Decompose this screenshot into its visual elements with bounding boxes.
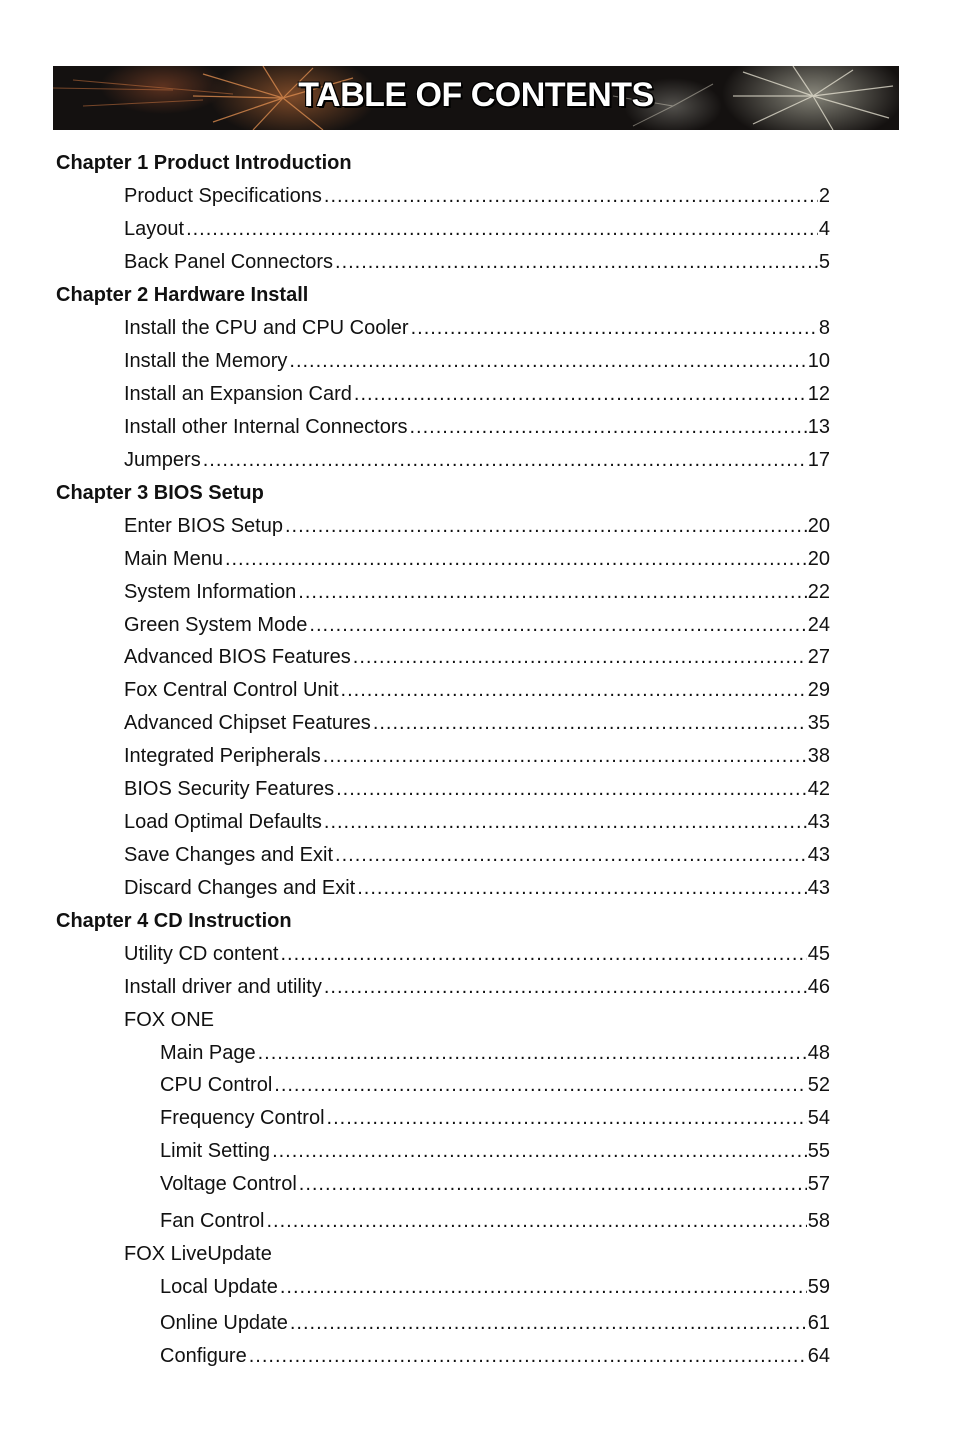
entry-label: BIOS Security Features bbox=[124, 778, 335, 800]
entry-label: Fan Control bbox=[160, 1210, 265, 1232]
entry-page: 2 bbox=[818, 185, 830, 207]
entry-page: 22 bbox=[807, 581, 830, 603]
entry-label: System Information bbox=[124, 581, 297, 603]
entry-label: Install driver and utility bbox=[124, 976, 322, 998]
entry-label: Install other Internal Connectors bbox=[124, 416, 408, 438]
dot-leader bbox=[249, 1344, 807, 1368]
entry-label: Install the CPU and CPU Cooler bbox=[124, 317, 409, 339]
entry-label: Product Specifications bbox=[124, 185, 322, 207]
toc-entry[interactable] bbox=[124, 580, 830, 604]
dot-leader bbox=[203, 448, 807, 472]
dot-leader bbox=[410, 415, 807, 439]
chapter-heading: Chapter 1 Product Introduction bbox=[56, 152, 352, 174]
dot-leader bbox=[341, 678, 807, 702]
entry-page: 8 bbox=[818, 317, 830, 339]
entry-page: 12 bbox=[807, 383, 830, 405]
dot-leader bbox=[290, 1311, 807, 1335]
toc-entry[interactable] bbox=[124, 382, 830, 406]
toc-entry[interactable] bbox=[124, 349, 830, 373]
entry-label: Limit Setting bbox=[160, 1140, 271, 1162]
toc-entry[interactable] bbox=[160, 1344, 830, 1368]
entry-page: 20 bbox=[807, 548, 830, 570]
entry-page: 64 bbox=[807, 1345, 830, 1367]
entry-label: Fox Central Control Unit bbox=[124, 679, 339, 701]
dot-leader bbox=[298, 580, 806, 604]
entry-label: Integrated Peripherals bbox=[124, 745, 321, 767]
dot-leader bbox=[281, 942, 807, 966]
toc-entry[interactable] bbox=[124, 942, 830, 966]
toc-entry[interactable] bbox=[124, 514, 830, 538]
toc-entry[interactable] bbox=[124, 448, 830, 472]
dot-leader bbox=[336, 777, 807, 801]
entry-page: 13 bbox=[807, 416, 830, 438]
toc-entry[interactable] bbox=[124, 184, 830, 208]
entry-page: 10 bbox=[807, 350, 830, 372]
dot-leader bbox=[324, 810, 807, 834]
entry-page: 52 bbox=[807, 1074, 830, 1096]
dot-leader bbox=[411, 316, 818, 340]
dot-leader bbox=[335, 843, 807, 867]
entry-label: Jumpers bbox=[124, 449, 201, 471]
dot-leader bbox=[327, 1106, 807, 1130]
toc-entry[interactable] bbox=[124, 843, 830, 867]
chapter-heading: Chapter 3 BIOS Setup bbox=[56, 482, 264, 504]
toc-entry[interactable] bbox=[124, 645, 830, 669]
dot-leader bbox=[357, 876, 807, 900]
entry-page: 61 bbox=[807, 1312, 830, 1334]
dot-leader bbox=[354, 382, 807, 406]
entry-page: 27 bbox=[807, 646, 830, 668]
dot-leader bbox=[258, 1041, 807, 1065]
entry-label: Discard Changes and Exit bbox=[124, 877, 356, 899]
dot-leader bbox=[309, 613, 806, 637]
toc-entry[interactable] bbox=[160, 1139, 830, 1163]
chapter-heading: Chapter 4 CD Instruction bbox=[56, 910, 292, 932]
entry-page: 54 bbox=[807, 1107, 830, 1129]
toc-entry[interactable] bbox=[160, 1073, 830, 1097]
toc-entry[interactable] bbox=[124, 613, 830, 637]
entry-page: 20 bbox=[807, 515, 830, 537]
toc-entry[interactable] bbox=[124, 678, 830, 702]
dot-leader bbox=[324, 975, 807, 999]
entry-label: Enter BIOS Setup bbox=[124, 515, 283, 537]
toc-entry[interactable] bbox=[124, 777, 830, 801]
entry-page: 57 bbox=[807, 1173, 830, 1195]
entry-page: 17 bbox=[807, 449, 830, 471]
dot-leader bbox=[186, 217, 818, 241]
entry-label: Advanced BIOS Features bbox=[124, 646, 351, 668]
section-heading-fox-one: FOX ONE bbox=[124, 1009, 215, 1031]
entry-page: 35 bbox=[807, 712, 830, 734]
entry-label: Layout bbox=[124, 218, 185, 240]
toc-entry[interactable] bbox=[124, 415, 830, 439]
entry-label: Advanced Chipset Features bbox=[124, 712, 371, 734]
dot-leader bbox=[285, 514, 807, 538]
dot-leader bbox=[225, 547, 807, 571]
toc-entry[interactable] bbox=[160, 1275, 830, 1299]
entry-label: Save Changes and Exit bbox=[124, 844, 334, 866]
entry-page: 42 bbox=[807, 778, 830, 800]
entry-page: 43 bbox=[807, 811, 830, 833]
toc-entry[interactable] bbox=[124, 810, 830, 834]
dot-leader bbox=[280, 1275, 807, 1299]
entry-label: Online Update bbox=[160, 1312, 288, 1334]
dot-leader bbox=[267, 1209, 807, 1233]
toc-entry[interactable] bbox=[160, 1172, 830, 1196]
section-heading-fox-liveupdate: FOX LiveUpdate bbox=[124, 1243, 272, 1265]
header-banner bbox=[53, 66, 899, 130]
dot-leader bbox=[274, 1073, 806, 1097]
dot-leader bbox=[324, 184, 818, 208]
entry-label: Main Menu bbox=[124, 548, 223, 570]
toc-entry[interactable] bbox=[160, 1041, 830, 1065]
toc-entry[interactable] bbox=[160, 1106, 830, 1130]
entry-label: CPU Control bbox=[160, 1074, 273, 1096]
toc-entry[interactable] bbox=[160, 1311, 830, 1335]
entry-label: Voltage Control bbox=[160, 1173, 297, 1195]
entry-page: 58 bbox=[807, 1210, 830, 1232]
entry-label: Back Panel Connectors bbox=[124, 251, 334, 273]
entry-page: 48 bbox=[807, 1042, 830, 1064]
entry-page: 46 bbox=[807, 976, 830, 998]
dot-leader bbox=[373, 711, 807, 735]
entry-page: 55 bbox=[807, 1140, 830, 1162]
dot-leader bbox=[335, 250, 818, 274]
toc-entry[interactable] bbox=[124, 547, 830, 571]
page-title: TABLE OF CONTENTS bbox=[298, 76, 654, 114]
entry-label: Configure bbox=[160, 1345, 247, 1367]
entry-label: Green System Mode bbox=[124, 614, 308, 636]
entry-page: 24 bbox=[807, 614, 830, 636]
entry-page: 5 bbox=[818, 251, 830, 273]
dot-leader bbox=[299, 1172, 807, 1196]
chapter-heading: Chapter 2 Hardware Install bbox=[56, 284, 309, 306]
dot-leader bbox=[323, 744, 807, 768]
dot-leader bbox=[289, 349, 806, 373]
entry-page: 38 bbox=[807, 745, 830, 767]
entry-page: 45 bbox=[807, 943, 830, 965]
entry-page: 4 bbox=[818, 218, 830, 240]
dot-leader bbox=[353, 645, 807, 669]
entry-label: Install the Memory bbox=[124, 350, 288, 372]
toc-entry[interactable] bbox=[124, 316, 830, 340]
entry-label: Main Page bbox=[160, 1042, 256, 1064]
toc-entry[interactable] bbox=[124, 217, 830, 241]
entry-label: Load Optimal Defaults bbox=[124, 811, 322, 833]
toc-entry[interactable] bbox=[124, 250, 830, 274]
entry-page: 29 bbox=[807, 679, 830, 701]
dot-leader bbox=[272, 1139, 807, 1163]
entry-label: Utility CD content bbox=[124, 943, 279, 965]
entry-label: Local Update bbox=[160, 1276, 278, 1298]
entry-page: 43 bbox=[807, 844, 830, 866]
toc-entry[interactable] bbox=[124, 876, 830, 900]
entry-label: Frequency Control bbox=[160, 1107, 325, 1129]
toc-entry[interactable] bbox=[124, 711, 830, 735]
toc-entry[interactable] bbox=[160, 1209, 830, 1233]
entry-page: 59 bbox=[807, 1276, 830, 1298]
entry-label: Install an Expansion Card bbox=[124, 383, 352, 405]
toc-entry[interactable] bbox=[124, 744, 830, 768]
entry-page: 43 bbox=[807, 877, 830, 899]
toc-entry[interactable] bbox=[124, 975, 830, 999]
